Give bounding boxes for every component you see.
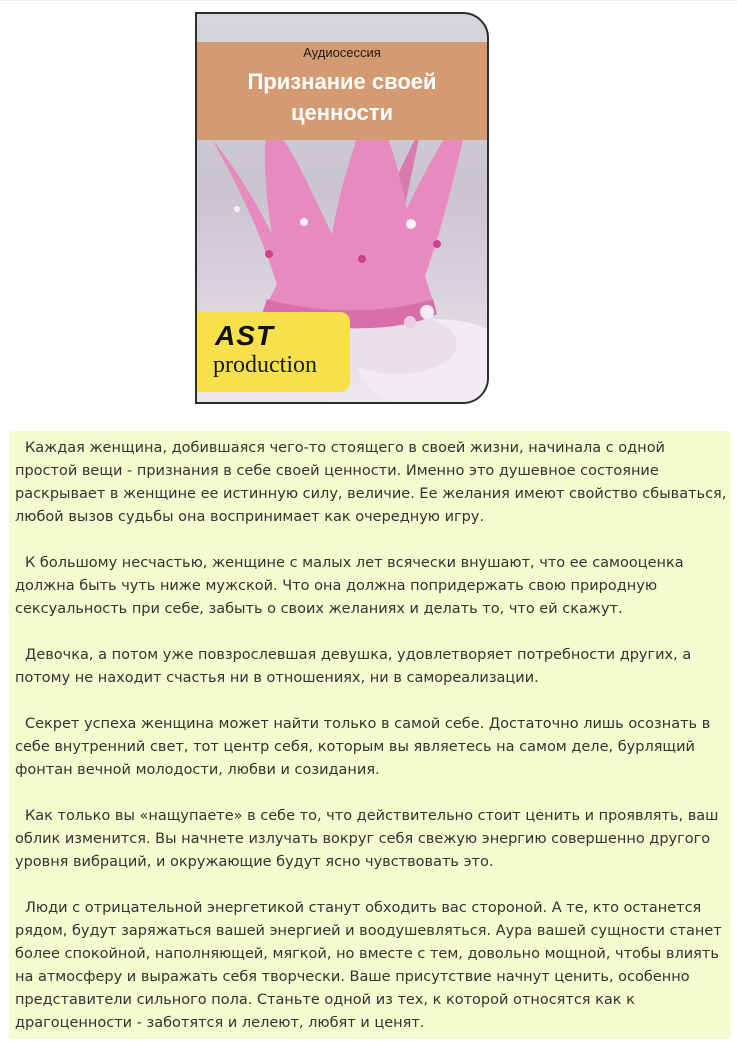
- article-paragraph: Девочка, а потом уже повзрослевшая девушка, удовлетворяет потребности других, а потому не находит счастья ни в отношениях, ни в самореализации.: [15, 647, 692, 686]
- article-paragraph: Секрет успеха женщина может найти только в самой себе. Достаточно лишь осознать в себе внутренний свет, тот центр себя, которым вы являетесь на самом деле, бурлящий фонтан вечной молодости, любви и созидания.: [15, 716, 711, 778]
- cover-title-band: [197, 42, 487, 140]
- logo-mark: AST: [215, 320, 274, 351]
- cover-subtitle: Аудиосессия: [303, 45, 381, 60]
- top-divider: [0, 0, 737, 1]
- article-paragraph: Как только вы «нащупаете» в себе то, что действительно стоит ценить и проявлять, ваш облик изменится. Вы начнете излучать вокруг себя свежую энергию совершенно другого уровня вибраций, и окружающие будут ясно чувствовать это.: [15, 808, 719, 870]
- article-paragraph: Люди с отрицательной энергетикой станут обходить вас стороной. А те, кто останется рядом, будут заряжаться вашей энергией и воодушевляться. Аура вашей сущности станет более спокойной, наполняющей, мягкой, но вместе с тем, довольно мощной, чтобы влиять на атмосферу и выражать себя творчески. Ваше присутствие начнут ценить, особенно представители сильного пола. Станьте одной из тех, к которой относятся как к драгоценности - заботятся и лелеют, любят и ценят.: [15, 900, 722, 1031]
- ast-production-logo: [197, 312, 350, 392]
- article-paragraph: К большому несчастью, женщине с малых лет всячески внушают, что ее самооценка должна быть чуть ниже мужской. Что она должна попридержать свою природную сексуальность при себе, забыть о своих желаниях и делать то, что ей скажут.: [15, 555, 684, 617]
- article-text-block: [9, 431, 731, 1039]
- audio-session-cover: [195, 12, 489, 404]
- logo-wordmark: production: [213, 352, 317, 378]
- article-paragraph: Каждая женщина, добившаяся чего-то стоящего в своей жизни, начинала с одной простой вещи - признания в себе своей ценности. Именно это душевное состояние раскрывает в женщине ее истинную силу, величие. Ее желания имеют свойство сбываться, любой вызов судьбы она воспринимает как очередную игру.: [15, 440, 727, 525]
- cover-title: Признание своей ценности: [247, 69, 437, 125]
